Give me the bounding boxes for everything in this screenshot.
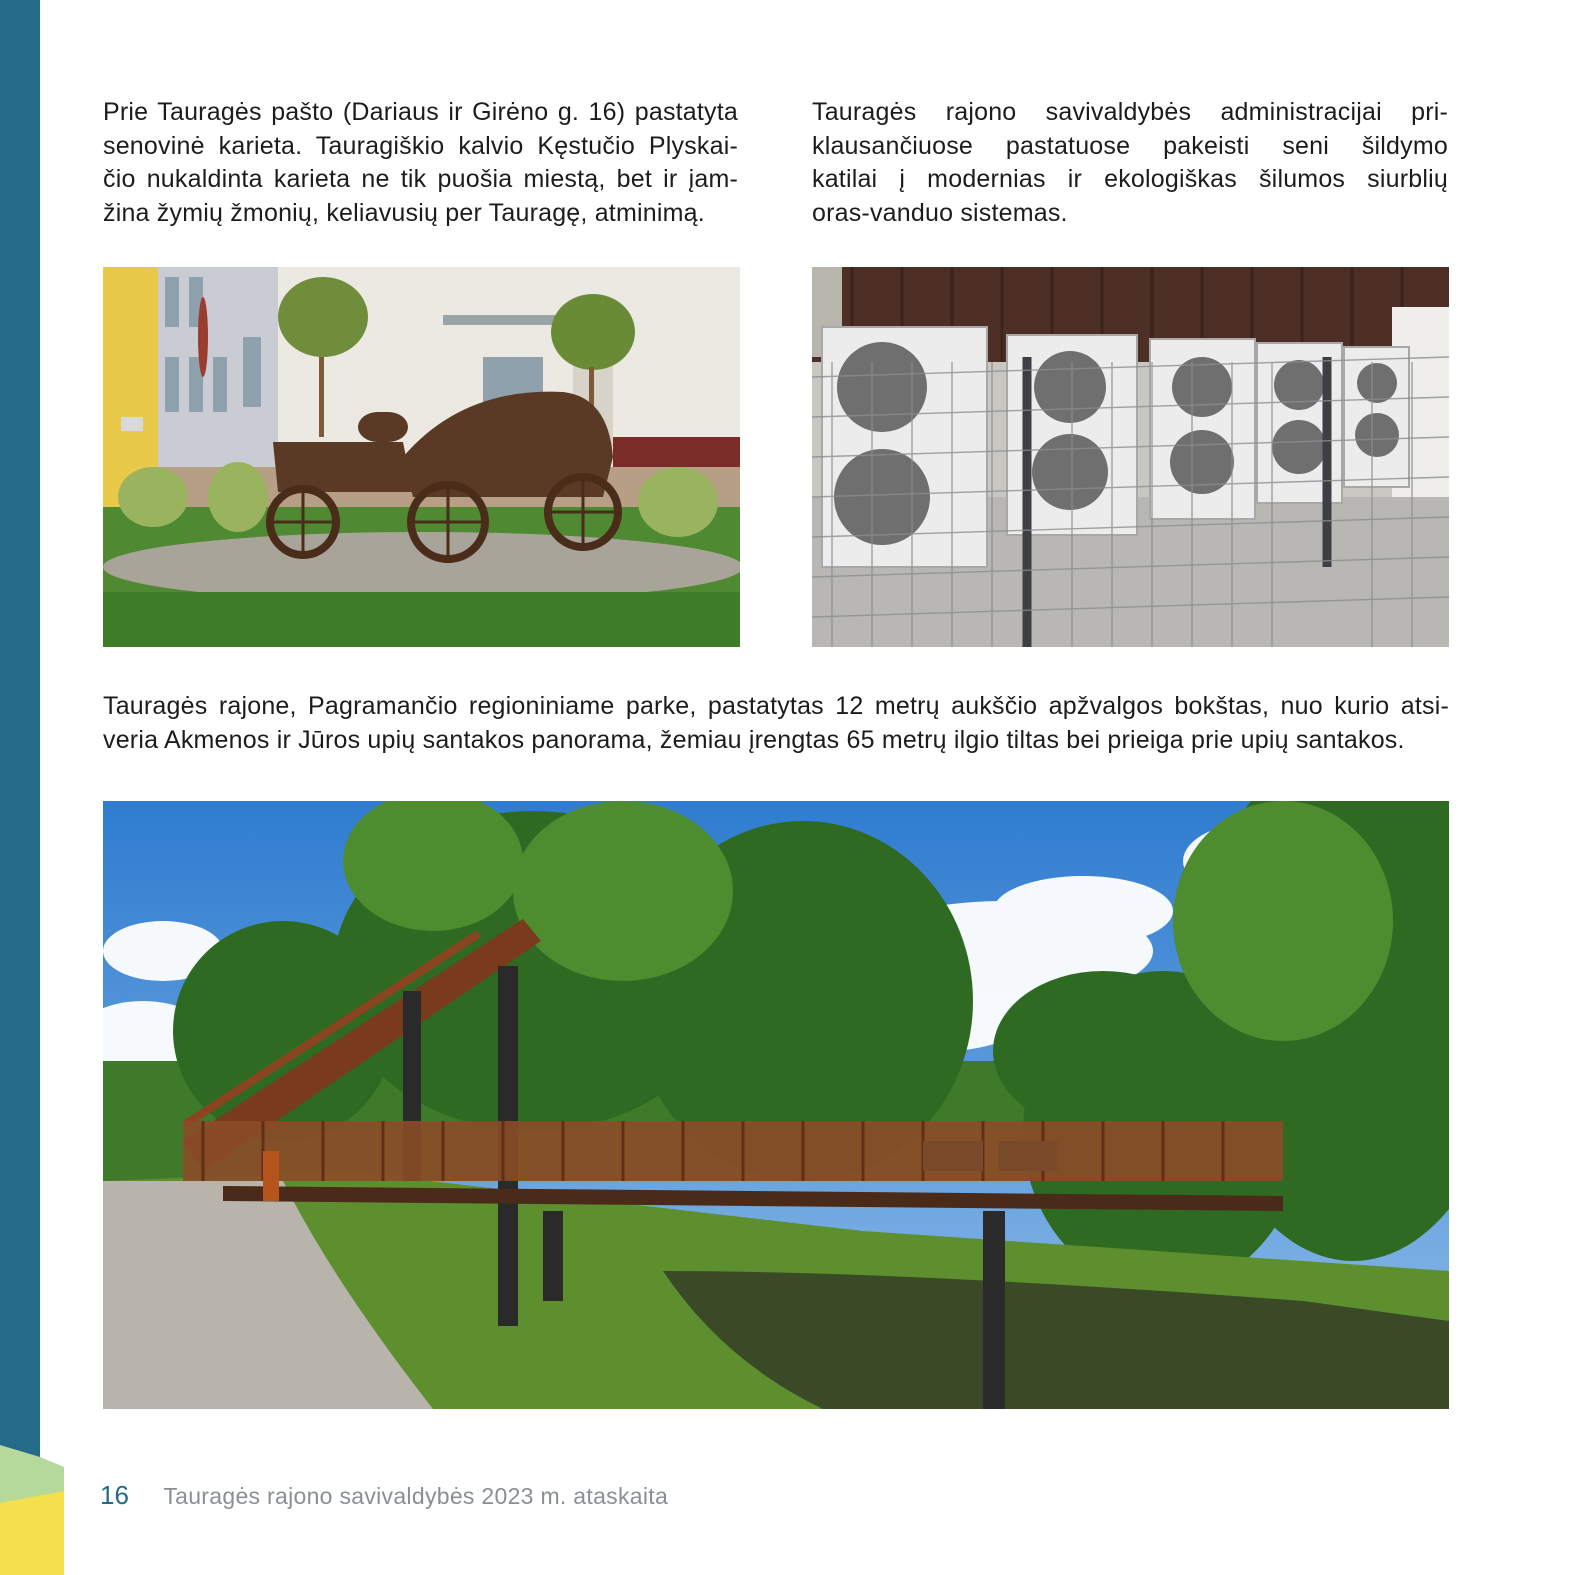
text-line: Tauragės rajono savivaldybės administracijai pri- bbox=[812, 98, 1448, 126]
corner-accent bbox=[0, 1445, 64, 1575]
side-accent-bar bbox=[0, 0, 40, 1500]
observation-tower-photo bbox=[103, 801, 1449, 1409]
heat-pumps-photo bbox=[812, 267, 1449, 647]
text-line: senovinė karieta. Tauragiškio kalvio Kęstučio Plyskai- bbox=[103, 131, 738, 160]
text-line: veria Akmenos ir Jūros upių santakos panorama, žemiau įrengtas 65 metrų ilgio tiltas bei prieiga prie upių santakos. bbox=[103, 725, 1405, 754]
page-number: 16 bbox=[100, 1480, 129, 1510]
text-line: čio nukaldinta karieta ne tik puošia miestą, bet ir įam- bbox=[103, 165, 738, 193]
text-line: Tauragės rajone, Pagramančio regioniniame parke, pastatytas 12 metrų aukščio apžvalgos bokštas, nuo kurio atsi- bbox=[103, 692, 1449, 720]
carriage-photo bbox=[103, 267, 740, 647]
carriage-paragraph bbox=[103, 96, 738, 230]
report-title: Tauragės rajono savivaldybės 2023 m. ataskaita bbox=[163, 1483, 669, 1509]
text-line: Prie Tauragės pašto (Dariaus ir Girėno g. 16) pastatyta bbox=[103, 98, 738, 126]
text-line: žina žymių žmonių, keliavusių per Tauragę, atminimą. bbox=[103, 198, 705, 227]
heating-paragraph bbox=[812, 96, 1448, 230]
text-line: katilai į modernias ir ekologiškas šilumos siurblių bbox=[812, 165, 1448, 193]
text-line: oras-vanduo sistemas. bbox=[812, 198, 1068, 227]
page-footer bbox=[100, 1480, 668, 1511]
tower-paragraph bbox=[103, 690, 1449, 757]
text-line: klausančiuose pastatuose pakeisti seni šildymo bbox=[812, 131, 1448, 160]
